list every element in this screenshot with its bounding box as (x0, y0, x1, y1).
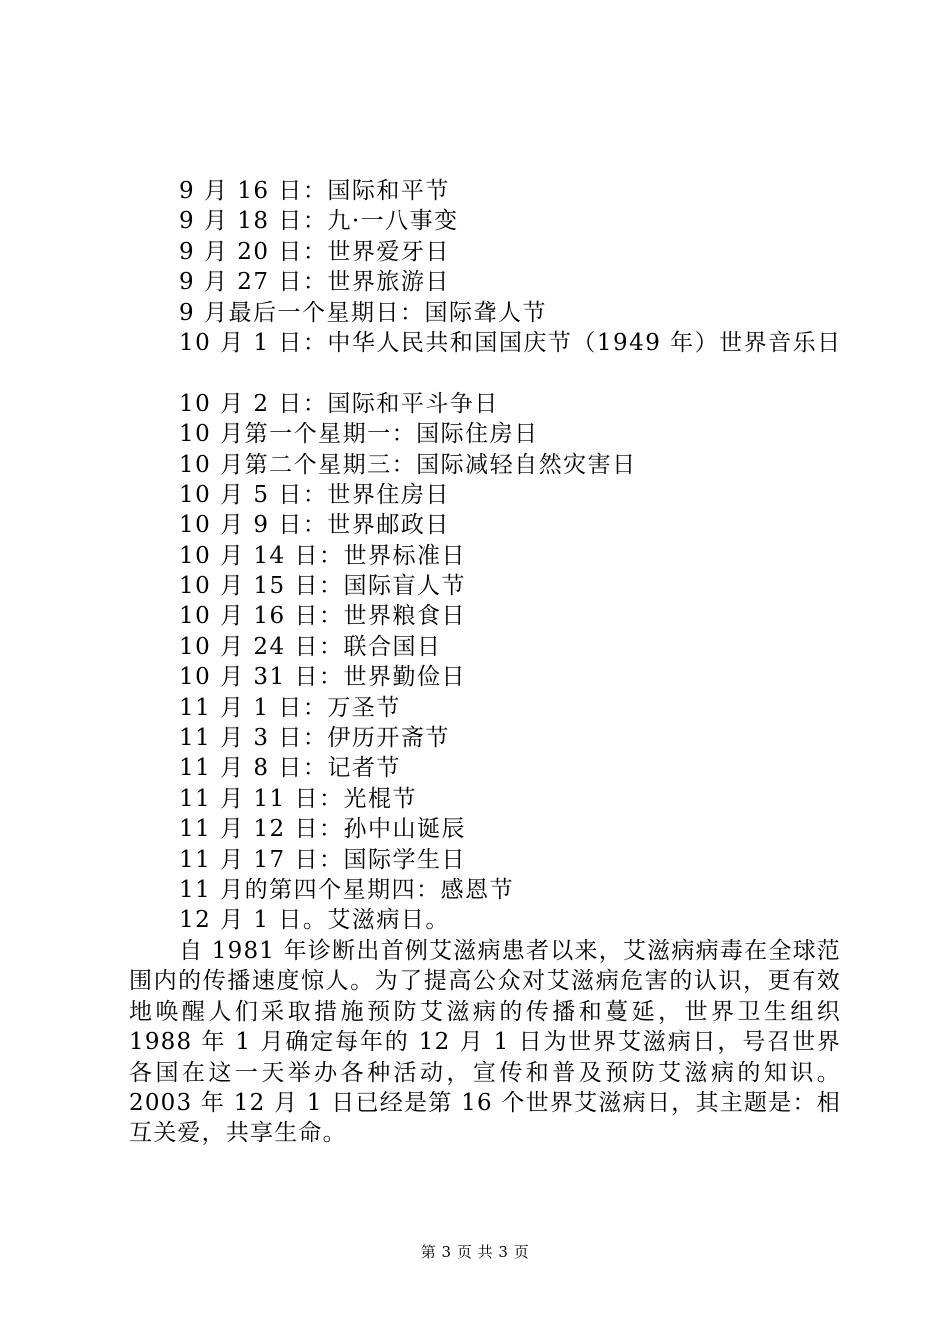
holiday-item: 11 月的第四个星期四：感恩节 (179, 876, 515, 903)
holiday-item: 11 月 17 日：国际学生日 (179, 846, 466, 873)
holiday-item: 10 月第二个星期三：国际减轻自然灾害日 (179, 451, 637, 478)
holiday-item: 10 月 24 日：联合国日 (179, 633, 442, 660)
holiday-item: 9 月 20 日：世界爱牙日 (179, 238, 450, 265)
aids-day-paragraph: 自 1981 年诊断出首例艾滋病患者以来，艾滋病病毒在全球范围内的传播速度惊人。为了提高公众对艾滋病危害的认识，更有效地唤醒人们采取措施预防艾滋病的传播和蔓延，世界卫生组织 1988 年 1 月确定每年的 12 月 1 日为世界艾滋病日，号召世界各国在这一天举办各种活动，宣传和普及预防艾滋病的知识。2003 年 12 月 1 日已经是第 16 个世界艾滋病日，其主题是：相互关爱，共享生命。 (129, 938, 841, 1147)
holiday-item: 10 月 1 日：中华人民共和国国庆节（1949 年）世界音乐日 (179, 329, 842, 356)
holiday-item: 10 月 15 日：国际盲人节 (179, 573, 466, 600)
holiday-item: 10 月 2 日：国际和平斗争日 (179, 390, 499, 417)
holiday-item: 10 月 31 日：世界勤俭日 (179, 664, 466, 691)
holiday-item: 10 月第一个星期一：国际住房日 (179, 421, 539, 448)
holiday-item: 11 月 8 日：记者节 (179, 755, 401, 782)
holiday-item: 11 月 1 日：万圣节 (179, 694, 401, 721)
holiday-item: 11 月 3 日：伊历开斋节 (179, 725, 450, 752)
holiday-item: 10 月 14 日：世界标准日 (179, 542, 466, 569)
holiday-item: 9 月 18 日：九·一八事变 (179, 208, 459, 235)
holiday-item: 11 月 12 日：孙中山诞辰 (179, 816, 466, 843)
page-number-footer: 第 3 页 共 3 页 (420, 1243, 530, 1261)
holiday-item: 10 月 16 日：世界粮食日 (179, 603, 466, 630)
holiday-item: 10 月 9 日：世界邮政日 (179, 512, 450, 539)
holiday-list (179, 176, 879, 936)
holiday-item: 11 月 11 日：光棍节 (179, 785, 417, 812)
holiday-item: 9 月 16 日：国际和平节 (179, 178, 450, 204)
holiday-item: 9 月 27 日：世界旅游日 (179, 269, 450, 296)
holiday-item: 9 月最后一个星期日：国际聋人节 (179, 299, 547, 326)
holiday-item: 10 月 5 日：世界住房日 (179, 481, 450, 508)
holiday-item: 12 月 1 日。艾滋病日。 (179, 907, 450, 934)
